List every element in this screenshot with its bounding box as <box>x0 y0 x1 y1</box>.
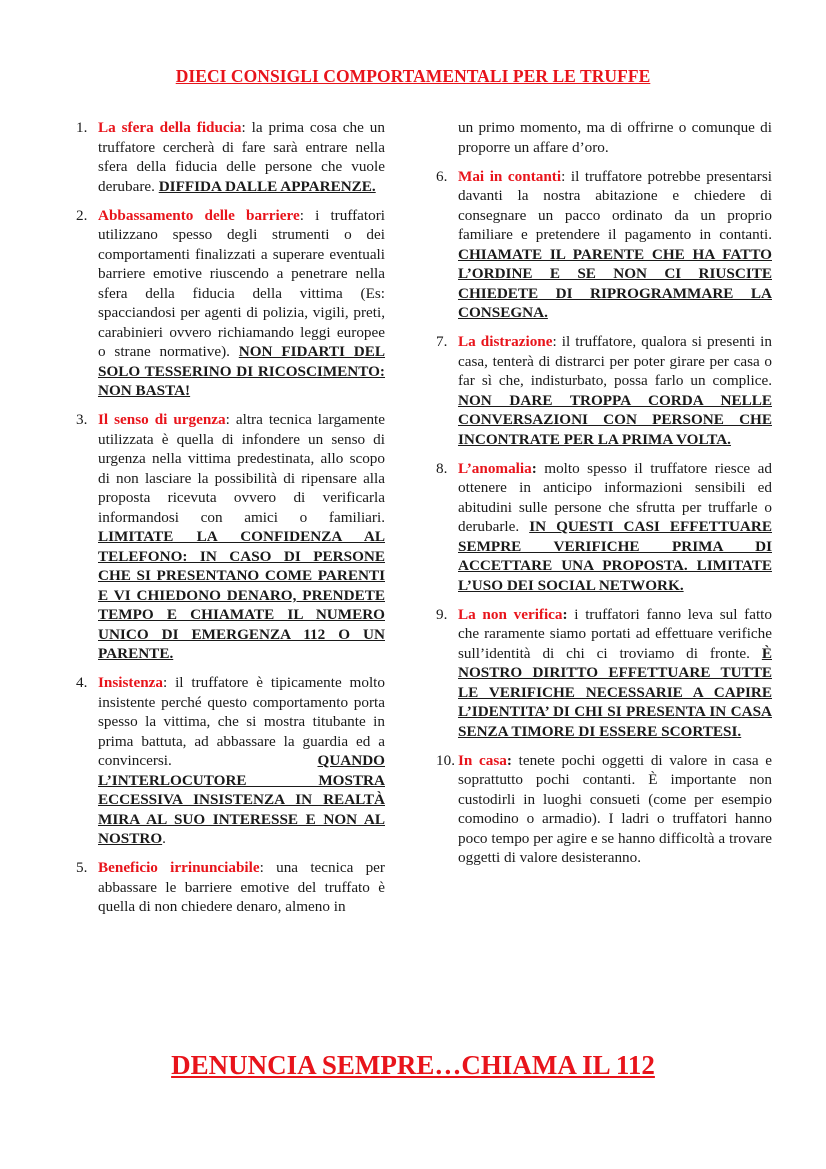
tip-separator: : <box>531 459 537 477</box>
tip-body: i truffatori utilizzano spesso degli strumenti o dei comportamenti finalizzati a superare eventuali barriere emotive riuscendo a penetrare nella sfera della fiducia della vittima (Es: spacciandosi per agenti di polizia, vigili, preti, carabinieri ovvero richiamando leggi europee o strane normative). <box>98 206 386 360</box>
tip-body: tenete pochi oggetti di valore in casa e soprattutto pochi contanti. È importante non custodirli in luoghi consueti (come per esempio comodino o armadio). I ladri o truffatori hanno poco tempo per agire e se hanno difficoltà a trovare oggetti di valore desisteranno. <box>458 751 772 866</box>
tip-number: 4. <box>76 674 88 691</box>
tip-body: i truffatori fanno leva sul fatto che raramente siamo portati ad effettuare verifiche sull’identità di chi ci troviamo di fronte. <box>458 605 772 662</box>
tip-separator: : <box>562 605 568 623</box>
tip-number: 5. <box>76 859 88 876</box>
tip-item-2 <box>76 206 385 401</box>
left-column <box>76 118 385 926</box>
tip-warning: LIMITATE LA CONFIDENZA AL TELEFONO: IN CASO DI PERSONE CHE SI PRESENTANO COME PARENTI E VI CHIEDONO DENARO, PRENDETE TEMPO E CHIAMATE IL NUMERO UNICO DI EMERGENZA 112 O UN PARENTE. <box>98 528 385 662</box>
tip-heading: La sfera della fiducia <box>98 119 242 136</box>
tip-item-6 <box>436 167 772 323</box>
tip-tail: . <box>162 830 166 847</box>
tip-item-9 <box>436 605 772 742</box>
tip-warning: QUANDO L’INTERLOCUTORE MOSTRA ECCESSIVA INSISTENZA IN REALTÀ MIRA AL SUO INTERESSE E NON AL NOSTRO <box>98 752 385 847</box>
footer-call-to-action: DENUNCIA SEMPRE…CHIAMA IL 112 <box>171 1050 655 1080</box>
tip-item-10 <box>436 751 772 868</box>
tip-body: una tecnica per abbassare le barriere emotive del truffato è quella di non chiedere denaro, almeno in <box>98 859 385 915</box>
tip-separator: : <box>506 751 512 769</box>
tip-separator: : <box>162 674 168 691</box>
tip-item-3 <box>76 410 385 664</box>
tip-warning: CHIAMATE IL PARENTE CHE HA FATTO L’ORDINE E SE NON CI RIUSCITE CHIEDETE DI RIPROGRAMMARE LA CONSEGNA. <box>458 245 772 321</box>
tip-number: 6. <box>436 167 448 185</box>
tip-warning: NON DARE TROPPA CORDA NELLE CONVERSAZIONI CON PERSONE CHE INCONTRATE PER LA PRIMA VOLTA. <box>458 391 772 448</box>
tip-warning: NON FIDARTI DEL SOLO TESSERINO DI RICOSCIMENTO: NON BASTA! <box>98 343 385 399</box>
tip-heading: La non verifica <box>458 605 563 623</box>
tip-body: la prima cosa che un truffatore cercherà di fare sarà entrare nella sfera della fiducia delle persone che vuole derubare. <box>98 119 385 195</box>
tip-heading: Mai in contanti <box>458 167 562 185</box>
tip-body: il truffatore, qualora si presenti in casa, tenterà di distrarci per poter girare per casa o far sì che, indisturbato, possa farlo un complice. <box>458 333 772 389</box>
tip-heading: Insistenza <box>98 674 163 691</box>
tip-number: 2. <box>76 206 88 224</box>
tip-heading: Beneficio irrinunciabile <box>98 859 260 876</box>
tip-warning: DIFFIDA DALLE APPARENZE. <box>158 177 376 195</box>
tip-separator: : <box>259 859 264 876</box>
tip-number: 9. <box>436 605 448 623</box>
tip-number: 7. <box>436 333 448 350</box>
tip-item-7 <box>436 332 772 449</box>
tip-body: altra tecnica largamente utilizzata è quella di infondere un senso di urgenza nella vittima predestinata, allo scopo di non lasciare la possibilità di ripensare alla proposta ricevuta ovvero di verificarla informandosi con amici o familiari. <box>98 411 385 526</box>
tip-body: il truffatore è tipicamente molto insistente perché questo comportamento porta spesso la vittima, che si mostra titubante in prima battuta, ad abbassare la guardia ed a convincersi. <box>98 674 385 769</box>
tip-warning: IN QUESTI CASI EFFETTUARE SEMPRE VERIFICHE PRIMA DI ACCETTARE UNA PROPOSTA. LIMITATE L’USO DEI SOCIAL NETWORK. <box>458 518 772 594</box>
tip-number: 8. <box>436 459 448 477</box>
tip-heading: In casa <box>458 751 507 769</box>
document-title: DIECI CONSIGLI COMPORTAMENTALI PER LE TRUFFE <box>175 66 651 86</box>
tip-number: 1. <box>76 119 88 136</box>
tip-item-4 <box>76 673 385 849</box>
right-column <box>436 118 772 877</box>
tip-body: il truffatore potrebbe presentarsi davanti la nostra abitazione e chiedere di consegnare un pacco ordinato da un proprio familiare e pretendere il pagamento in contanti. <box>458 167 772 243</box>
tip-separator: : <box>225 411 230 428</box>
tip-number: 10. <box>436 751 455 769</box>
tip-item-1 <box>76 118 385 196</box>
tip-warning: È NOSTRO DIRITTO EFFETTUARE TUTTE LE VERIFICHE NECESSARIE A CAPIRE L’IDENTITA’ DI CHI SI PRESENTA IN CASA SENZA TIMORE DI ESSERE SCORTESI. <box>458 644 772 740</box>
tip-separator: : <box>241 119 246 136</box>
tip-heading: Il senso di urgenza <box>98 411 226 428</box>
tip-separator: : <box>552 333 557 350</box>
tip-body: molto spesso il truffatore riesce ad ottenere in anticipo informazioni sensibili ed abitudini sulle persone che sfrutta per truffarle o derubarle. <box>458 459 772 535</box>
tip-heading: L’anomalia <box>458 459 532 477</box>
tip-separator: : <box>299 206 304 224</box>
tip-heading: La distrazione <box>458 333 553 350</box>
tip-separator: : <box>561 167 566 185</box>
tip-number: 3. <box>76 411 88 428</box>
tip-item-8 <box>436 459 772 596</box>
tip-item-5 <box>76 858 385 917</box>
tip-5-continuation: un primo momento, ma di offrirne o comunque di proporre un affare d’oro. <box>458 119 772 156</box>
tip-heading: Abbassamento delle barriere <box>98 206 300 224</box>
